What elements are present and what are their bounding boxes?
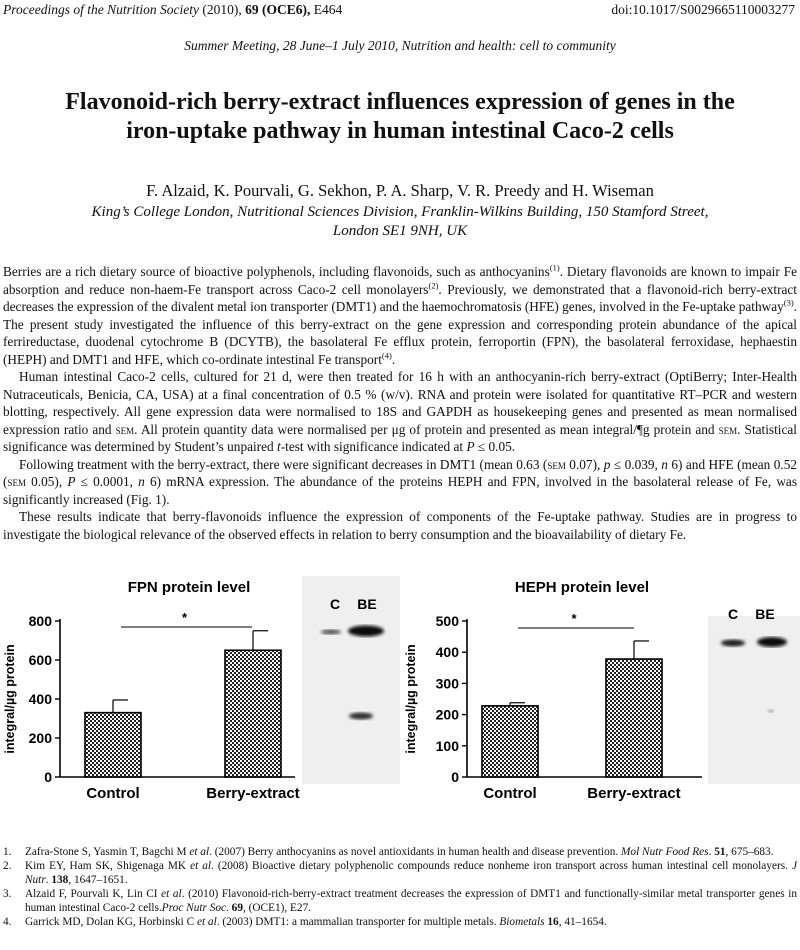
heph-chart — [404, 579, 702, 802]
reference-authors: Kim EY, Ham SK, Shigenaga MK — [25, 859, 191, 872]
references — [3, 846, 797, 929]
reference-item — [3, 888, 797, 916]
title-line-2: iron-uptake pathway in human intestinal Caco-2 cells — [126, 118, 674, 144]
reference-authors: Zafra-Stone S, Yasmin T, Bagchi M — [25, 846, 190, 858]
heph-y-tick-label: 500 — [435, 613, 459, 629]
reference-number: 1. — [3, 846, 12, 858]
text: ≤ 0.039, — [610, 456, 662, 472]
reference-pages: , (OCE1), E27. — [242, 901, 312, 914]
heph-y-tick-label: 100 — [435, 737, 459, 754]
italic-symbol: n — [661, 456, 668, 472]
journal-volume: 69 (OCE6), — [245, 2, 311, 17]
fpn-blot-label-be: BE — [357, 596, 377, 612]
article-title — [10, 88, 790, 146]
reference-volume: 138 — [51, 873, 69, 886]
fpn-x-tick-label: Control — [86, 785, 140, 802]
fpn-blot-band-berry-low — [349, 713, 373, 720]
text: . Dietary flavonoids are known to impair Fe absorption and reduce non-haem-Fe transport across Caco-2 cell monolayers — [3, 264, 797, 297]
reference-number: 3. — [3, 887, 12, 900]
running-header-journal — [3, 2, 342, 18]
figure-1 — [0, 570, 800, 815]
fpn-y-tick-label: 0 — [44, 769, 52, 785]
reference-separator: . — [708, 846, 715, 858]
journal-name: Proceedings of the Nutrition Society — [3, 2, 199, 17]
text: 6) mRNA expression. The abundance of the proteins HEPH and FPN, involved in the basolateral release of Fe, was significantly increased (Fig. 1). — [3, 474, 797, 507]
title-line-1: Flavonoid-rich berry-extract influences expression of genes in the — [65, 89, 735, 115]
reference-text: . (2010) Flavonoid-rich-berry-extract treatment decreases the expression of DMT1 and functionally-similar metal transporter genes in human intestinal Caco-2 cells. — [25, 887, 798, 914]
fpn-significance-marker: * — [181, 610, 188, 625]
fpn-bar-1 — [225, 650, 281, 777]
text: 0.07), — [565, 456, 604, 472]
heph-blot-label-be: BE — [755, 606, 775, 622]
abstract-body — [3, 263, 797, 543]
fpn-x-tick-label: Berry-extract — [206, 785, 300, 802]
reference-journal: Mol Nutr Food Res — [621, 846, 709, 858]
citation[interactable]: (1) — [549, 262, 560, 273]
journal-page: E464 — [313, 2, 343, 17]
author-list: F. Alzaid, K. Pourvali, G. Sekhon, P. A. Sharp, V. R. Preedy and H. Wiseman — [146, 181, 654, 200]
fpn-chart — [3, 579, 300, 802]
reference-number: 4. — [3, 915, 12, 928]
heph-bar-0 — [482, 706, 538, 777]
sem-abbrev: sem — [718, 421, 738, 437]
fpn-blot-label-c: C — [329, 596, 341, 612]
citation[interactable]: (3) — [783, 297, 794, 308]
affiliation-line-2: London SE1 9NH, UK — [332, 223, 468, 239]
fpn-y-tick-label: 600 — [28, 652, 52, 668]
heph-blot-label-c: C — [727, 606, 739, 622]
reference-text: . (2008) Bioactive dietary polyphenolic compounds reduce nonheme iron transport across human intestinal cell monolayers. — [211, 859, 792, 872]
reference-text: . (2003) DMT1: a mammalian transporter for multiple metals. — [216, 915, 500, 928]
reference-pages: , 1647–1651. — [68, 873, 128, 886]
reference-authors: Alzaid F, Pourvali K, Lin CI — [25, 887, 162, 900]
heph-y-tick-label: 0 — [451, 769, 459, 785]
reference-etal: et al — [190, 859, 212, 872]
text: -test with significance indicated at — [280, 439, 467, 454]
fpn-chart-title: FPN protein level — [127, 579, 251, 596]
text: . All protein quantity data were normalised per μg of protein and presented as mean integral/¶g protein and — [134, 421, 719, 437]
text: ≤ 0.05. — [474, 439, 516, 454]
text: Human intestinal Caco-2 cells, cultured for 21 d, were then treated for 16 h with an anthocyanin-rich berry-extract (OptiBerry; Inter-Health Nutraceuticals, Benicia, CA, USA) at a final concentration of 0.5 % (w/v). RNA and protein were isolated for quantitative RT–PCR and western blotting, respectively. All gene expression data were normalised to 18S and GAPDH as housekeeping genes and presented as mean normalised expression ratio and — [3, 369, 797, 437]
reference-volume: 51 — [714, 846, 726, 858]
paragraph-4: These results indicate that berry-flavonoids influence the expression of components of the Fe-uptake pathway. Studies are in progress to investigate the biological relevance of the observed effects in relation to berry consumption and the bioavailability of dietary Fe. — [3, 509, 797, 542]
reference-journal: Proc Nutr Soc — [161, 901, 227, 914]
affiliation — [40, 203, 760, 241]
reference-separator: . — [45, 873, 52, 886]
text: . Statistical significance was determined by Student’s unpaired — [3, 421, 797, 454]
sem-abbrev: sem — [547, 456, 566, 472]
heph-blot-band-berry — [757, 637, 787, 647]
fpn-bar-0 — [85, 713, 141, 777]
reference-text: . (2007) Berry anthocyanins as novel antioxidants in human health and disease prevention. — [209, 846, 622, 858]
fpn-y-tick-label: 200 — [28, 730, 52, 746]
paragraph-2 — [3, 368, 797, 456]
reference-separator: . — [226, 901, 232, 914]
reference-etal: et al — [196, 915, 217, 928]
italic-symbol: p — [603, 456, 611, 472]
text: ≤ 0.0001, — [75, 474, 139, 489]
sem-abbrev: sem — [7, 474, 26, 489]
reference-number: 2. — [3, 859, 12, 872]
heph-x-tick-label: Control — [483, 785, 537, 802]
fpn-y-axis-label: integral/µg protein — [3, 644, 17, 754]
italic-symbol: n — [138, 474, 145, 489]
heph-significance-marker: * — [571, 611, 577, 626]
heph-y-tick-label: 400 — [435, 644, 459, 661]
reference-volume: 16 — [547, 915, 559, 928]
italic-symbol: P — [67, 474, 76, 489]
heph-y-tick-label: 200 — [435, 706, 459, 723]
heph-x-tick-label: Berry-extract — [587, 785, 681, 802]
text: 6) and HFE (mean 0.52 ( — [3, 456, 798, 489]
journal-year: (2010), — [202, 2, 242, 17]
reference-etal: et al — [189, 846, 210, 858]
fpn-y-tick-label: 800 — [28, 613, 52, 629]
reference-item — [3, 846, 797, 860]
heph-blot-band-control — [721, 640, 745, 647]
heph-bar-1 — [606, 659, 662, 777]
reference-pages: , 41–1654. — [558, 915, 607, 928]
text: 0.05), — [25, 474, 68, 489]
reference-journal: J Nutr — [25, 859, 797, 886]
citation[interactable]: (4) — [381, 350, 392, 361]
sem-abbrev: sem — [115, 421, 135, 437]
reference-item — [3, 916, 797, 930]
text: Following treatment with the berry-extract, there were significant decreases in DMT1 (mean 0.63 ( — [19, 456, 548, 472]
meeting-line: Summer Meeting, 28 June–1 July 2010, Nutrition and health: cell to community — [184, 38, 616, 53]
fpn-y-tick-label: 400 — [28, 691, 52, 707]
paragraph-3 — [3, 456, 797, 509]
affiliation-line-1: King’s College London, Nutritional Sciences Division, Franklin-Wilkins Building, 150 Stamford Street, — [91, 204, 709, 220]
heph-chart-title: HEPH protein level — [514, 579, 650, 596]
reference-item — [3, 860, 797, 888]
text: Berries are a rich dietary source of bioactive polyphenols, including flavonoids, such as anthocyanins — [3, 264, 550, 279]
reference-authors: Garrick MD, Dolan KG, Horbinski C — [25, 915, 197, 928]
italic-symbol: P — [466, 439, 475, 454]
paragraph-1 — [3, 263, 797, 368]
heph-y-tick-label: 300 — [435, 675, 459, 692]
reference-volume: 69 — [231, 901, 243, 914]
heph-y-axis-label: integral/µg protein — [404, 644, 418, 754]
reference-list — [3, 846, 797, 929]
fpn-blot-panel — [302, 576, 400, 784]
figure-1-charts — [0, 570, 800, 815]
text: . The present study investigated the influence of this berry-extract on the gene expression and corresponding protein abundance of the apical ferrireductase, duodenal cytochrome B (DCYTB), the basolateral Fe efflux protein, ferroportin (FPN), the basolateral ferroxidase, hephaestin (HEPH) and DMT1 and HFE, which co-ordinate intestinal Fe transport — [3, 299, 797, 367]
reference-journal: Biometals — [499, 915, 545, 928]
reference-etal: et al — [161, 887, 182, 900]
fpn-blot-band-control — [321, 630, 341, 635]
heph-blot-speck — [768, 710, 774, 713]
text: . Previously, we demonstrated that a flavonoid-rich berry-extract decreases the expression of the divalent metal ion transporter (DMT1) and the haemochromatosis (HFE) genes, involved in the Fe-uptake pathway — [3, 281, 797, 314]
italic-symbol: t — [277, 439, 281, 454]
reference-pages: , 675–683. — [725, 846, 774, 858]
fpn-blot-band-berry — [348, 626, 384, 637]
doi[interactable]: doi:10.1017/S0029665110003277 — [611, 2, 795, 17]
text: . — [391, 351, 396, 367]
citation[interactable]: (2) — [428, 280, 439, 291]
